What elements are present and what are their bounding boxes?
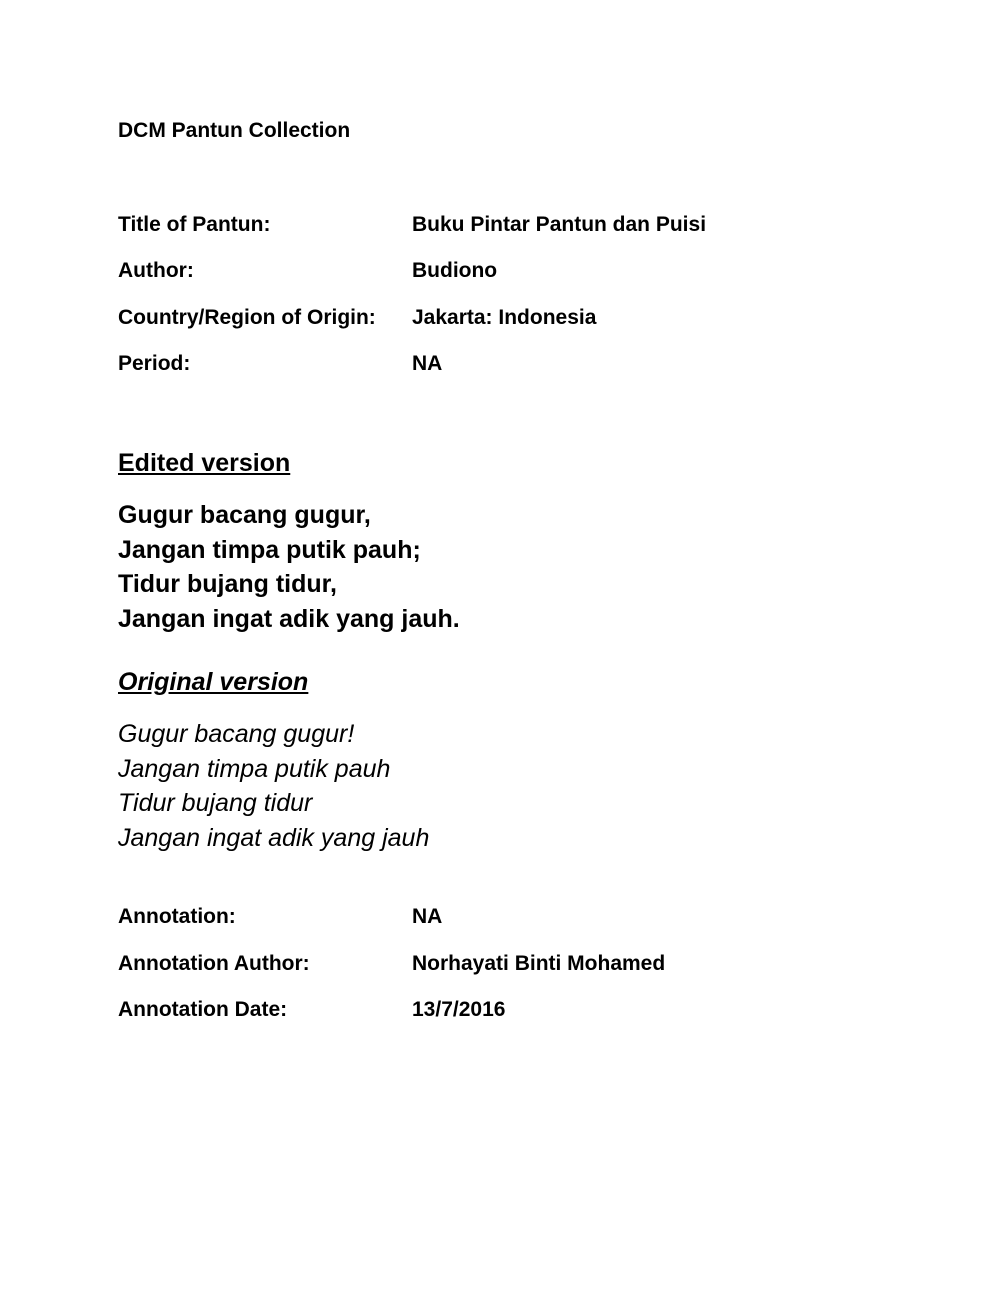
label: Author: <box>118 259 194 282</box>
poem-line: Jangan ingat adik yang jauh <box>118 823 430 852</box>
annotation <box>118 905 443 929</box>
label: Country/Region of Origin: <box>118 306 376 329</box>
meta-period <box>118 352 443 376</box>
original-heading: Original version <box>118 668 309 696</box>
poem-line: Tidur bujang tidur, <box>118 570 337 598</box>
value: NA <box>412 352 443 375</box>
meta-origin <box>118 306 597 330</box>
value: Norhayati Binti Mohamed <box>412 952 666 975</box>
meta-author <box>118 259 498 283</box>
value: Buku Pintar Pantun dan Puisi <box>412 213 707 236</box>
value: NA <box>412 905 443 928</box>
edited-poem <box>118 498 460 636</box>
value: 13/7/2016 <box>412 998 506 1021</box>
poem-line: Gugur bacang gugur! <box>118 720 355 748</box>
poem-line: Tidur bujang tidur <box>118 789 313 817</box>
label: Annotation Date: <box>118 998 288 1021</box>
meta-title <box>118 213 707 237</box>
poem-line: Gugur bacang gugur, <box>118 501 371 529</box>
collection-title: DCM Pantun Collection <box>118 119 351 142</box>
poem-line: Jangan timpa putik pauh; <box>118 535 421 564</box>
value: Jakarta: Indonesia <box>412 306 597 329</box>
label: Annotation: <box>118 905 236 928</box>
poem-line: Jangan ingat adik yang jauh. <box>118 604 460 633</box>
poem-line: Jangan timpa putik pauh <box>118 754 391 783</box>
label: Annotation Author: <box>118 952 310 975</box>
annotation-date <box>118 998 506 1022</box>
label: Title of Pantun: <box>118 213 271 236</box>
label: Period: <box>118 352 191 375</box>
value: Budiono <box>412 259 498 282</box>
annotation-author <box>118 952 666 976</box>
edited-heading: Edited version <box>118 449 291 477</box>
original-poem <box>118 717 429 855</box>
